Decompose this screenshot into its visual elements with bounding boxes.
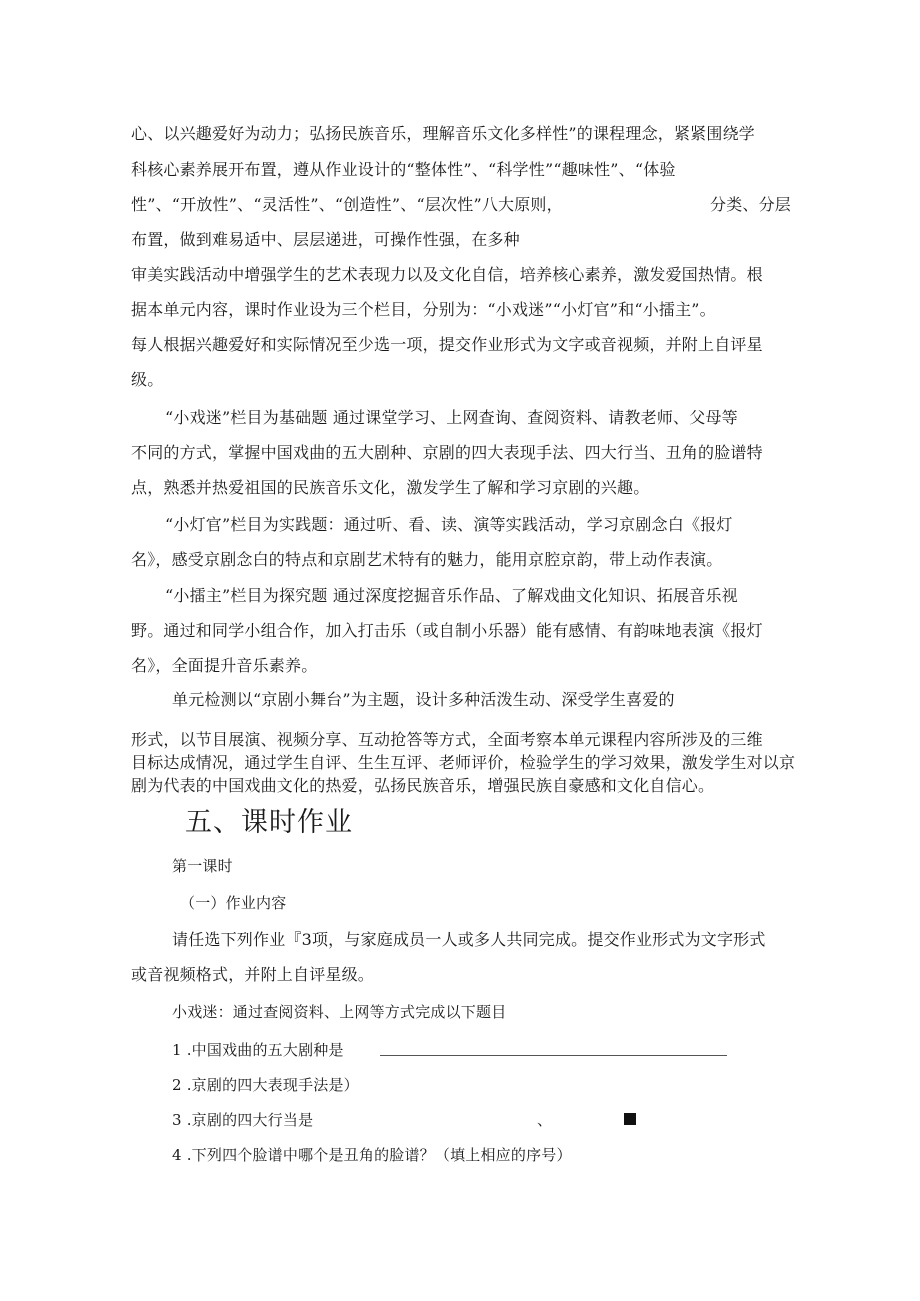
section-heading: 五、课时作业 [185, 807, 353, 838]
intro-line-1: 心、以兴趣爱好为动力；弘扬民族音乐，理解音乐文化多样性”的课程理念，紧紧围绕学 [131, 124, 755, 143]
intro-line-3: 性”、“开放性”、“灵活性”、“创造性”、“层次性”八大原则， [131, 195, 563, 214]
instruction-line-2: 或音视频格式，并附上自评星级。 [131, 965, 375, 984]
xiaodengguan-line-2: 名》，感受京剧念白的特点和京剧艺术特有的魅力，能用京腔京韵，带上动作表演。 [131, 550, 723, 569]
intro-line-3-tail: 分类、分层 [710, 195, 792, 214]
xiaoleizhu-line-3: 名》，全面提升音乐素养。 [131, 656, 318, 675]
xiaodengguan-line-1: “小灯官”栏目为实践题：通过听、看、读、演等实践活动，学习京剧念白《报灯 [165, 515, 733, 534]
instruction-line-1: 请任选下列作业『3项，与家庭成员一人或多人共同完成。提交作业形式为文字形式 [172, 930, 766, 949]
intro-line-4: 布置，做到难易适中、层层递进，可操作性强，在多种 [131, 230, 520, 249]
intro-line-5: 审美实践活动中增强学生的艺术表现力以及文化自信，培养核心素养，激发爱国热情。根 [131, 265, 763, 284]
intro-line-6: 据本单元内容，课时作业设为三个栏目，分别为：“小戏迷”“小灯官”和“小擂主”。 [131, 300, 716, 319]
xiaoximi-line-1: “小戏迷”栏目为基础题 通过课堂学习、上网查询、查阅资料、请教老师、父母等 [165, 408, 738, 427]
question-4: 4 .下列四个脸谱中哪个是丑角的脸谱？（填上相应的序号） [172, 1146, 572, 1164]
unit-test-line-4: 剧为代表的中国戏曲文化的热爱，弘扬民族音乐，增强民族自豪感和文化自信心。 [131, 776, 715, 795]
xiaoximi-task: 小戏迷：通过查阅资料、上网等方式完成以下题目 [172, 1003, 507, 1021]
lesson-label: 第一课时 [172, 857, 233, 875]
intro-line-7: 每人根据兴趣爱好和实际情况至少选一项，提交作业形式为文字或音视频，并附上自评星 [131, 335, 763, 354]
unit-test-line-1: 单元检测以“京剧小舞台”为主题，设计多种活泼生动、深受学生喜爱的 [172, 690, 675, 709]
xiaoleizhu-line-1: “小擂主”栏目为探究题 通过深度挖掘音乐作品、了解戏曲文化知识、拓展音乐视 [165, 586, 738, 605]
unit-test-line-3: 目标达成情况，通过学生自评、生生互评、老师评价，检验学生的学习效果，激发学生对以京 [131, 753, 796, 772]
question-1-answer-blank[interactable] [380, 1055, 727, 1056]
intro-line-8: 级。 [131, 370, 164, 389]
question-1: 1 .中国戏曲的五大剧种是 [172, 1041, 344, 1059]
sub-heading: （一）作业内容 [180, 894, 287, 912]
unit-test-line-2: 形式，以节目展演、视频分享、互动抢答等方式，全面考察本单元课程内容所涉及的三维 [131, 730, 763, 749]
square-marker-icon [624, 1113, 636, 1125]
question-3-separator: 、 [537, 1111, 553, 1129]
xiaoximi-line-2: 不同的方式，掌握中国戏曲的五大剧种、京剧的四大表现手法、四大行当、丑角的脸谱特 [131, 443, 763, 462]
question-2: 2 .京剧的四大表现手法是） [172, 1076, 359, 1094]
question-3: 3 .京剧的四大行当是 [172, 1111, 314, 1129]
xiaoximi-line-3: 点，熟悉并热爱祖国的民族音乐文化，激发学生了解和学习京剧的兴趣。 [131, 478, 650, 497]
xiaoleizhu-line-2: 野。通过和同学小组合作，加入打击乐（或自制小乐器）能有感情、有韵味地表演《报灯 [131, 621, 763, 640]
intro-line-2: 科核心素养展开布置，遵从作业设计的“整体性”、“科学性”“趣味性”、“体验 [131, 160, 676, 179]
